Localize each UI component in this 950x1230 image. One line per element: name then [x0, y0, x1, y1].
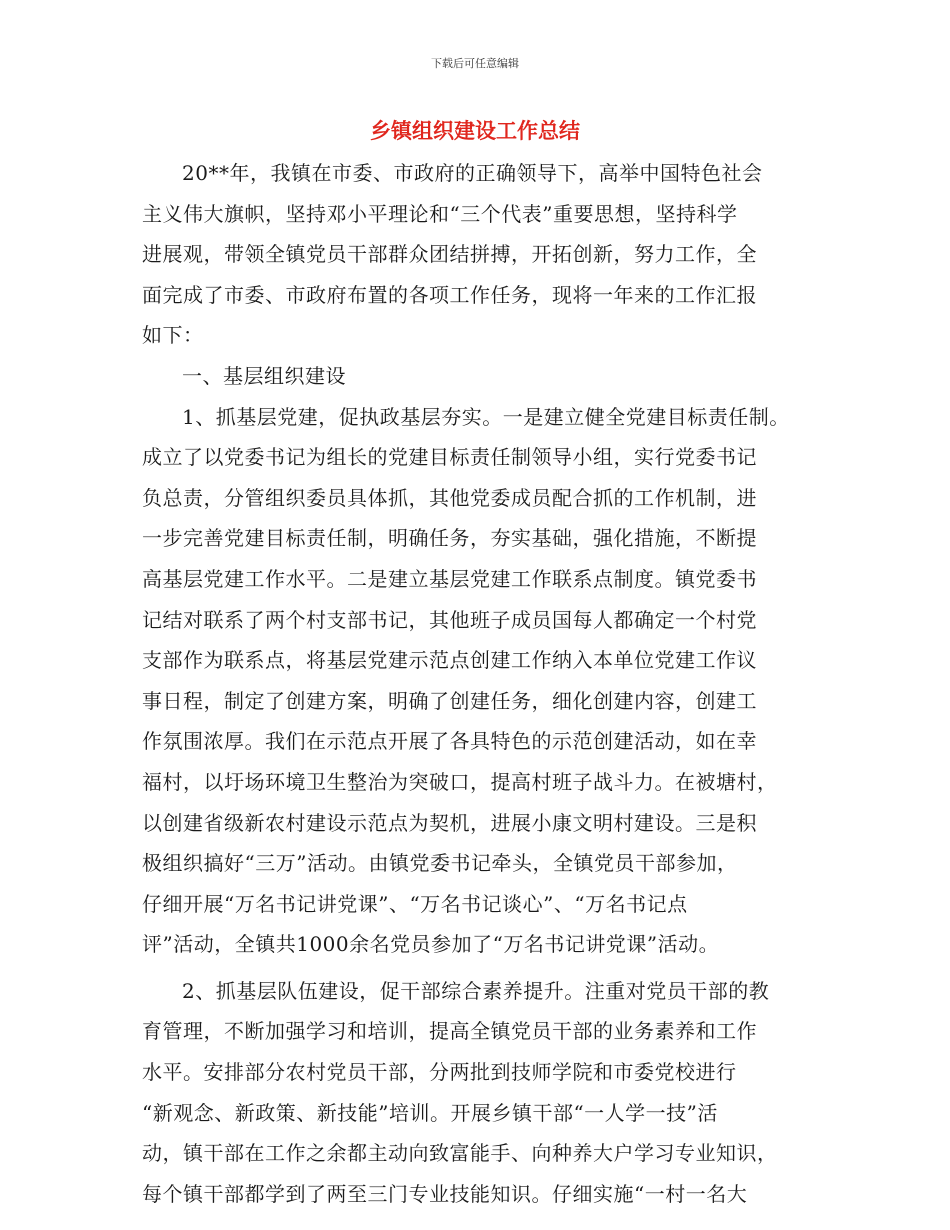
text-line: 仔细开展“万名书记讲党课”、“万名书记谈心”、“万名书记点	[142, 891, 688, 916]
text-line: 每个镇干部都学到了两至三门专业技能知识。仔细实施“一村一名大	[142, 1181, 748, 1206]
text-line: 动，镇干部在工作之余都主动向致富能手、向种养大户学习专业知识，	[142, 1141, 778, 1166]
text-line: 面完成了市委、市政府布置的各项工作任务，现将一年来的工作汇报	[142, 282, 757, 307]
text-line: 水平。安排部分农村党员干部，分两批到技师学院和市委党校进行	[142, 1060, 737, 1085]
document-body	[142, 153, 812, 1214]
text-line: 作氛围浓厚。我们在示范点开展了各具特色的示范创建活动，如在幸	[142, 729, 757, 754]
section-heading: 一、基层组织建设	[182, 363, 346, 388]
text-line: 成立了以党委书记为组长的党建目标责任制领导小组，实行党委书记	[142, 445, 757, 470]
text-line: 一步完善党建目标责任制，明确任务，夯实基础，强化措施，不断提	[142, 526, 757, 551]
text-line: 福村，以圩场环境卫生整治为突破口，提高村班子战斗力。在被塘村，	[142, 769, 778, 794]
text-line: 20**年，我镇在市委、市政府的正确领导下，高举中国特色社会	[182, 161, 763, 185]
text-line: 记结对联系了两个村支部书记，其他班子成员国每人都确定一个村党	[142, 607, 757, 632]
text-line: 支部作为联系点，将基层党建示范点创建工作纳入本单位党建工作议	[142, 648, 757, 673]
text-line: 极组织搞好“三万”活动。由镇党委书记牵头，全镇党员干部参加，	[142, 851, 738, 876]
text-line: “新观念、新政策、新技能”培训。开展乡镇干部“一人学一技”活	[142, 1100, 718, 1125]
text-line: 负总责，分管组织委员具体抓，其他党委成员配合抓的工作机制，进	[142, 485, 757, 510]
text-line: 2、抓基层队伍建设，促干部综合素养提升。注重对党员干部的教	[182, 978, 770, 1003]
text-line: 以创建省级新农村建设示范点为契机，进展小康文明村建设。三是积	[142, 810, 757, 835]
document-title: 乡镇组织建设工作总结	[370, 119, 580, 143]
text-line: 评”活动，全镇共1000余名党员参加了“万名书记讲党课”活动。	[142, 932, 720, 957]
text-line: 进展观，带领全镇党员干部群众团结拼搏，开拓创新，努力工作，全	[142, 242, 757, 267]
text-line: 事日程，制定了创建方案，明确了创建任务，细化创建内容，创建工	[142, 688, 757, 713]
text-line: 高基层党建工作水平。二是建立基层党建工作联系点制度。镇党委书	[142, 566, 757, 591]
header-note: 下载后可任意编辑	[431, 57, 519, 70]
text-line: 如下：	[142, 323, 204, 348]
text-line: 主义伟大旗帜，坚持邓小平理论和“三个代表”重要思想，坚持科学	[142, 201, 738, 226]
text-line: 育管理，不断加强学习和培训，提高全镇党员干部的业务素养和工作	[142, 1019, 757, 1044]
text-line: 1、抓基层党建，促执政基层夯实。一是建立健全党建目标责任制。	[182, 404, 790, 429]
